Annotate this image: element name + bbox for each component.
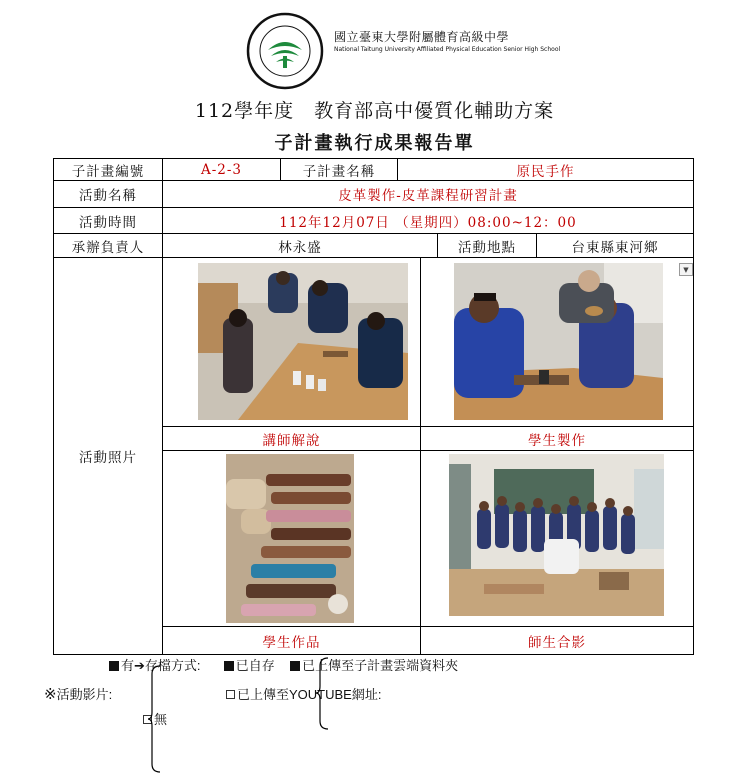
activity-name-value: 皮革製作-皮革課程研習計畫 xyxy=(162,181,693,207)
uploaded-youtube-checkbox[interactable] xyxy=(226,690,235,699)
row-plan xyxy=(54,159,693,181)
photo-student-works xyxy=(226,454,354,623)
row-organizer xyxy=(54,234,693,258)
saved-self-label: 已自存 xyxy=(235,658,275,673)
video-label: 活動影片: xyxy=(56,687,113,702)
youtube-line xyxy=(226,684,381,703)
plan-name-value: 原民手作 xyxy=(397,159,693,180)
photo-instructor-explaining xyxy=(198,263,408,420)
uploaded-cloud-label: 已上傳至子計畫雲端資料夾 xyxy=(302,658,459,673)
plan-name-label: 子計畫名稱 xyxy=(280,159,397,180)
school-logo xyxy=(246,12,324,90)
organizer-value: 林永盛 xyxy=(162,234,437,257)
caption-instructor: 講師解說 xyxy=(262,432,321,449)
activity-time-value: 112年12月07日 （星期四）08:00~12：00 xyxy=(162,208,693,233)
location-label: 活動地點 xyxy=(437,234,536,257)
report-title-line1: 112學年度 教育部高中優質化輔助方案 xyxy=(194,100,555,122)
organizer-label: 承辦負責人 xyxy=(71,239,145,256)
row-activity-time xyxy=(54,208,693,234)
report-title-line2: 子計畫執行成果報告單 xyxy=(274,133,475,154)
left-brace xyxy=(148,664,162,774)
has-checkbox[interactable] xyxy=(109,661,119,671)
image-dropdown-button[interactable]: ▼ xyxy=(679,263,693,276)
activity-name-label: 活動名稱 xyxy=(79,188,137,204)
row-activity-name xyxy=(54,181,693,208)
saved-self-checkbox[interactable] xyxy=(224,661,234,671)
location-value: 台東縣東河鄉 xyxy=(536,234,693,257)
photos-label: 活動照片 xyxy=(79,450,137,466)
uploaded-cloud-checkbox[interactable] xyxy=(290,661,300,671)
right-brace xyxy=(316,656,330,731)
none-label: 無 xyxy=(154,712,168,727)
caption-group-photo: 師生合影 xyxy=(528,634,586,651)
note-marker: ※ xyxy=(44,686,57,703)
uploaded-youtube-label: 已上傳至YOUTUBE網址: xyxy=(237,687,382,702)
plan-no-value: A-2-3 xyxy=(162,159,280,180)
has-label: 有 xyxy=(121,658,135,673)
video-line xyxy=(44,684,112,703)
caption-student-works: 學生作品 xyxy=(262,634,321,651)
activity-time-label: 活動時間 xyxy=(79,214,137,231)
school-name-en: National Taitung University Affiliated Physical Education Senior High School xyxy=(334,46,561,53)
photo-student-making xyxy=(454,263,663,420)
photo-group xyxy=(449,454,664,616)
school-name-zh: 國立臺東大學附屬體育高級中學 xyxy=(334,30,510,44)
save-method-label: 存檔方式: xyxy=(144,658,201,673)
caption-student-making: 學生製作 xyxy=(528,432,586,449)
arrow-icon: ➔ xyxy=(134,658,145,673)
plan-no-label: 子計畫編號 xyxy=(71,163,145,180)
